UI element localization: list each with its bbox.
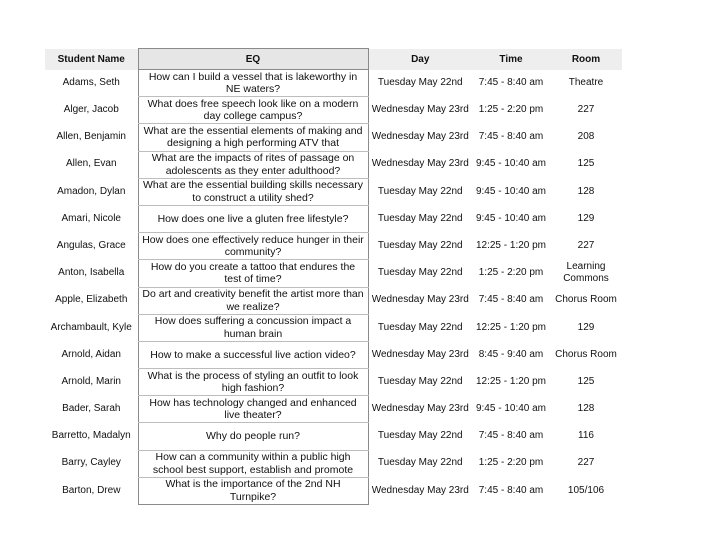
eq-cell: What are the essential building skills necessary to construct a utility shed? — [138, 178, 368, 205]
table-row — [45, 151, 622, 178]
time-cell: 9:45 - 10:40 am — [475, 403, 547, 415]
day-cell: Tuesday May 22nd — [377, 430, 463, 442]
eq-cell: What are the essential elements of making and designing a high performing ATV that — [138, 124, 368, 151]
room-cell: 208 — [577, 131, 595, 143]
eq-header: EQ — [138, 49, 368, 70]
room-cell: 227 — [577, 104, 595, 116]
student-name-cell: Barton, Drew — [62, 484, 121, 496]
student-name-cell: Bader, Sarah — [62, 403, 121, 415]
table-row — [45, 396, 622, 423]
header-row — [45, 49, 622, 70]
day-header: Day — [368, 49, 472, 70]
day-cell: Tuesday May 22nd — [377, 76, 463, 88]
room-cell: 227 — [577, 239, 595, 251]
eq-cell: How does suffering a concussion impact a human brain — [138, 314, 368, 341]
day-cell: Tuesday May 22nd — [377, 267, 463, 279]
table-row — [45, 369, 622, 396]
room-cell: 128 — [577, 185, 595, 197]
room-cell: Theatre — [568, 76, 604, 88]
time-cell: 12:25 - 1:20 pm — [475, 375, 547, 387]
eq-cell: What is the importance of the 2nd NH Turnpike? — [138, 477, 368, 504]
eq-cell: Do art and creativity benefit the artist more than we realize? — [138, 287, 368, 314]
time-cell: 7:45 - 8:40 am — [478, 294, 544, 306]
eq-cell: Why do people run? — [138, 423, 368, 450]
table-row — [45, 477, 622, 504]
student-name-cell: Archambault, Kyle — [50, 321, 132, 333]
time-cell: 12:25 - 1:20 pm — [475, 321, 547, 333]
day-cell: Tuesday May 22nd — [377, 321, 463, 333]
time-cell: 8:45 - 9:40 am — [478, 348, 544, 360]
table-row — [45, 341, 622, 368]
table-row — [45, 70, 622, 97]
eq-cell: What is the process of styling an outfit to look high fashion? — [138, 369, 368, 396]
time-cell: 1:25 - 2:20 pm — [478, 104, 544, 116]
student-name-header: Student Name — [45, 49, 138, 70]
room-cell: 116 — [578, 430, 594, 442]
room-cell: 128 — [577, 403, 595, 415]
time-cell: 9:45 - 10:40 am — [475, 158, 547, 170]
table-row — [45, 97, 622, 124]
student-name-cell: Amadon, Dylan — [57, 185, 126, 197]
time-cell: 1:25 - 2:20 pm — [478, 457, 544, 469]
room-header: Room — [550, 49, 622, 70]
eq-cell: How does one live a gluten free lifestyle? — [138, 205, 368, 232]
eq-cell: How can a community within a public high school best support, establish and promote — [138, 450, 368, 477]
eq-cell: How can I build a vessel that is lakeworthy in NE waters? — [138, 70, 368, 97]
student-name-cell: Arnold, Aidan — [61, 348, 121, 360]
day-cell: Wednesday May 23rd — [371, 131, 469, 143]
student-name-cell: Barry, Cayley — [61, 457, 121, 469]
room-cell: Chorus Room — [555, 294, 617, 306]
day-cell: Tuesday May 22nd — [377, 239, 463, 251]
table-row — [45, 423, 622, 450]
time-cell: 1:25 - 2:20 pm — [478, 267, 544, 279]
eq-cell: How has technology changed and enhanced live theater? — [138, 396, 368, 423]
eq-cell: How do you create a tattoo that endures the test of time? — [138, 260, 368, 287]
student-name-cell: Barretto, Madalyn — [51, 430, 131, 442]
student-name-cell: Alger, Jacob — [63, 104, 119, 116]
room-cell: 125 — [577, 375, 595, 387]
room-cell: 105/106 — [567, 484, 605, 496]
time-cell: 7:45 - 8:40 am — [478, 76, 544, 88]
student-name-cell: Arnold, Marin — [61, 375, 121, 387]
room-cell: 227 — [577, 457, 595, 469]
time-cell: 9:45 - 10:40 am — [475, 212, 547, 224]
table-row — [45, 205, 622, 232]
time-cell: 9:45 - 10:40 am — [475, 185, 547, 197]
table-row — [45, 314, 622, 341]
room-cell: 129 — [577, 321, 595, 333]
day-cell: Tuesday May 22nd — [377, 212, 463, 224]
day-cell: Wednesday May 23rd — [371, 104, 469, 116]
time-cell: 12:25 - 1:20 pm — [475, 239, 547, 251]
student-name-cell: Allen, Evan — [65, 158, 117, 170]
table-row — [45, 450, 622, 477]
student-name-cell: Amari, Nicole — [61, 212, 121, 224]
time-cell: 7:45 - 8:40 am — [478, 430, 544, 442]
table-row — [45, 178, 622, 205]
table-header — [45, 49, 622, 70]
table-row — [45, 124, 622, 151]
student-name-cell: Allen, Benjamin — [56, 131, 126, 143]
day-cell: Wednesday May 23rd — [371, 484, 469, 496]
table-body — [45, 70, 622, 505]
day-cell: Wednesday May 23rd — [371, 158, 469, 170]
day-cell: Tuesday May 22nd — [377, 185, 463, 197]
table-row — [45, 260, 622, 287]
time-header: Time — [472, 49, 550, 70]
eq-cell: How to make a successful live action video? — [138, 341, 368, 368]
eq-cell: How does one effectively reduce hunger in their community? — [138, 233, 368, 260]
day-cell: Tuesday May 22nd — [377, 457, 463, 469]
day-cell: Tuesday May 22nd — [377, 375, 463, 387]
student-name-cell: Anton, Isabella — [58, 267, 125, 279]
room-cell: Chorus Room — [555, 348, 617, 360]
room-cell: 129 — [577, 212, 595, 224]
student-name-cell: Adams, Seth — [62, 76, 120, 88]
student-name-cell: Angulas, Grace — [56, 239, 126, 251]
time-cell: 7:45 - 8:40 am — [478, 484, 544, 496]
eq-cell: What are the impacts of rites of passage on adolescents as they enter adulthood? — [138, 151, 368, 178]
presentation-schedule-table — [45, 48, 623, 505]
day-cell: Wednesday May 23rd — [371, 403, 469, 415]
day-cell: Wednesday May 23rd — [371, 294, 469, 306]
room-cell: Learning Commons — [563, 260, 609, 285]
room-cell: 125 — [577, 158, 595, 170]
table-row — [45, 233, 622, 260]
eq-cell: What does free speech look like on a modern day college campus? — [138, 97, 368, 124]
student-name-cell: Apple, Elizabeth — [55, 294, 128, 306]
time-cell: 7:45 - 8:40 am — [478, 131, 544, 143]
table-row — [45, 287, 622, 314]
day-cell: Wednesday May 23rd — [371, 348, 469, 360]
